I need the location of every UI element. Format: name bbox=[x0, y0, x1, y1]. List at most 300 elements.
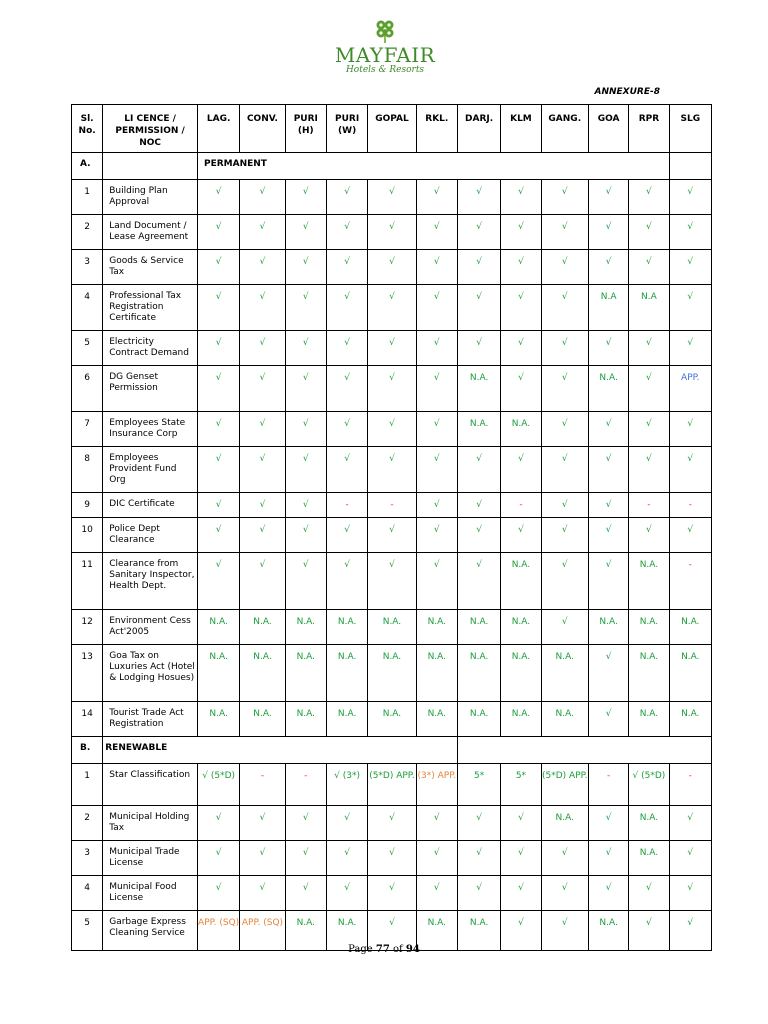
status-cell: √ bbox=[285, 553, 326, 610]
status-cell: √ bbox=[240, 331, 285, 366]
status-cell: √ bbox=[669, 518, 711, 553]
status-cell: √ bbox=[501, 841, 541, 876]
licence-table bbox=[71, 104, 712, 951]
status-cell: N.A. bbox=[368, 610, 416, 645]
status-cell: √ bbox=[629, 366, 669, 412]
status-cell: N.A. bbox=[326, 645, 367, 702]
status-cell: √ bbox=[457, 215, 500, 250]
status-cell: √ bbox=[669, 841, 711, 876]
status-cell: √ bbox=[368, 250, 416, 285]
status-cell: √ bbox=[588, 180, 628, 215]
col-header-conv: CONV. bbox=[240, 105, 285, 153]
status-cell: N.A. bbox=[368, 645, 416, 702]
row-number: 2 bbox=[72, 215, 103, 250]
status-cell: √ (3*) bbox=[326, 764, 367, 806]
status-cell: √ bbox=[416, 331, 457, 366]
row-number: 14 bbox=[72, 702, 103, 737]
licence-name: DIC Certificate bbox=[103, 493, 198, 518]
status-cell: APP. bbox=[669, 366, 711, 412]
status-cell: N.A. bbox=[416, 911, 457, 951]
table-row bbox=[72, 215, 712, 250]
status-cell: √ bbox=[285, 806, 326, 841]
status-cell: √ bbox=[416, 215, 457, 250]
status-cell: √ (5*D) bbox=[197, 764, 239, 806]
section-code: A. bbox=[72, 153, 103, 180]
licence-name: Goa Tax on Luxuries Act (Hotel & Lodging Hosues) bbox=[103, 645, 198, 702]
status-cell: √ bbox=[669, 180, 711, 215]
status-cell: √ bbox=[416, 285, 457, 331]
status-cell: √ bbox=[368, 331, 416, 366]
licence-name: Goods & Service Tax bbox=[103, 250, 198, 285]
status-cell: N.A. bbox=[285, 911, 326, 951]
table-row bbox=[72, 806, 712, 841]
status-cell: N.A. bbox=[457, 911, 500, 951]
table-row bbox=[72, 366, 712, 412]
status-cell: √ bbox=[416, 447, 457, 493]
status-cell: √ bbox=[285, 285, 326, 331]
status-cell: √ bbox=[368, 553, 416, 610]
status-cell: √ bbox=[588, 518, 628, 553]
status-cell: N.A. bbox=[629, 553, 669, 610]
status-cell: √ bbox=[416, 806, 457, 841]
table-row bbox=[72, 412, 712, 447]
row-number: 6 bbox=[72, 366, 103, 412]
status-cell: √ bbox=[416, 518, 457, 553]
licence-name: DG Genset Permission bbox=[103, 366, 198, 412]
status-cell: √ bbox=[285, 366, 326, 412]
col-header-klm: KLM bbox=[501, 105, 541, 153]
status-cell: N.A. bbox=[629, 702, 669, 737]
status-cell: √ bbox=[285, 493, 326, 518]
status-cell: √ bbox=[326, 366, 367, 412]
status-cell: √ bbox=[416, 841, 457, 876]
status-cell: N.A. bbox=[197, 610, 239, 645]
status-cell: √ bbox=[629, 911, 669, 951]
status-cell: √ bbox=[285, 447, 326, 493]
status-cell: N.A. bbox=[669, 645, 711, 702]
status-cell: √ bbox=[457, 447, 500, 493]
section-end bbox=[669, 153, 711, 180]
status-cell: √ bbox=[197, 447, 239, 493]
footer-prefix: Page bbox=[348, 944, 376, 955]
status-cell: √ bbox=[326, 841, 367, 876]
status-cell: √ bbox=[541, 447, 588, 493]
licence-name: Clearance from Sanitary Inspector, Health Dept. bbox=[103, 553, 198, 610]
status-cell: √ bbox=[541, 412, 588, 447]
status-cell: N.A. bbox=[416, 645, 457, 702]
table-row bbox=[72, 180, 712, 215]
table-row bbox=[72, 764, 712, 806]
row-number: 1 bbox=[72, 764, 103, 806]
status-cell: √ bbox=[541, 331, 588, 366]
licence-name: Tourist Trade Act Registration bbox=[103, 702, 198, 737]
status-cell: √ bbox=[197, 366, 239, 412]
status-cell: √ bbox=[326, 447, 367, 493]
status-cell: √ bbox=[197, 493, 239, 518]
status-cell: √ bbox=[501, 331, 541, 366]
table-row bbox=[72, 645, 712, 702]
status-cell: - bbox=[669, 493, 711, 518]
status-cell: √ bbox=[285, 518, 326, 553]
status-cell: √ bbox=[588, 412, 628, 447]
status-cell: N.A. bbox=[457, 702, 500, 737]
status-cell: √ bbox=[416, 250, 457, 285]
status-cell: √ bbox=[541, 911, 588, 951]
row-number: 8 bbox=[72, 447, 103, 493]
status-cell: √ bbox=[457, 876, 500, 911]
status-cell: √ bbox=[588, 331, 628, 366]
status-cell: √ bbox=[457, 285, 500, 331]
status-cell: √ bbox=[368, 841, 416, 876]
status-cell: APP. (SQ) bbox=[197, 911, 239, 951]
status-cell: N.A. bbox=[457, 610, 500, 645]
mayfair-logo bbox=[330, 18, 440, 80]
status-cell: N.A. bbox=[541, 806, 588, 841]
status-cell: √ bbox=[197, 331, 239, 366]
row-number: 12 bbox=[72, 610, 103, 645]
status-cell: √ bbox=[457, 518, 500, 553]
licence-name: Employees State Insurance Corp bbox=[103, 412, 198, 447]
status-cell: N.A. bbox=[669, 610, 711, 645]
brand-name: MAYFAIR bbox=[334, 43, 436, 67]
status-cell: √ bbox=[285, 841, 326, 876]
status-cell: √ bbox=[669, 331, 711, 366]
status-cell: √ bbox=[416, 553, 457, 610]
section-title: RENEWABLE bbox=[103, 737, 458, 764]
table-row bbox=[72, 518, 712, 553]
status-cell: √ bbox=[285, 331, 326, 366]
status-cell: √ bbox=[501, 806, 541, 841]
row-number: 11 bbox=[72, 553, 103, 610]
status-cell: √ bbox=[240, 215, 285, 250]
status-cell: √ bbox=[416, 180, 457, 215]
status-cell: √ bbox=[197, 250, 239, 285]
status-cell: √ bbox=[501, 215, 541, 250]
status-cell: √ bbox=[629, 518, 669, 553]
row-number: 3 bbox=[72, 250, 103, 285]
status-cell: √ bbox=[669, 285, 711, 331]
status-cell: √ bbox=[457, 331, 500, 366]
status-cell: (5*D) APP. bbox=[541, 764, 588, 806]
header-row bbox=[72, 105, 712, 153]
table-row bbox=[72, 841, 712, 876]
status-cell: - bbox=[240, 764, 285, 806]
row-number: 3 bbox=[72, 841, 103, 876]
status-cell: √ bbox=[368, 412, 416, 447]
footer-total-pages: 94 bbox=[405, 944, 420, 955]
status-cell: √ bbox=[368, 180, 416, 215]
status-cell: √ bbox=[629, 447, 669, 493]
status-cell: √ bbox=[197, 553, 239, 610]
status-cell: N.A. bbox=[457, 412, 500, 447]
status-cell: √ (5*D) bbox=[629, 764, 669, 806]
licence-name: Electricity Contract Demand bbox=[103, 331, 198, 366]
status-cell: √ bbox=[457, 553, 500, 610]
status-cell: N.A. bbox=[197, 645, 239, 702]
licence-name: Municipal Food License bbox=[103, 876, 198, 911]
status-cell: √ bbox=[326, 331, 367, 366]
status-cell: N.A. bbox=[416, 610, 457, 645]
status-cell: √ bbox=[457, 180, 500, 215]
status-cell: √ bbox=[240, 366, 285, 412]
status-cell: N.A. bbox=[588, 911, 628, 951]
status-cell: N.A. bbox=[326, 610, 367, 645]
status-cell: √ bbox=[326, 215, 367, 250]
status-cell: √ bbox=[541, 841, 588, 876]
status-cell: N.A. bbox=[240, 610, 285, 645]
col-header-goa: GOA bbox=[588, 105, 628, 153]
status-cell: √ bbox=[588, 876, 628, 911]
licence-name: Garbage Express Cleaning Service bbox=[103, 911, 198, 951]
status-cell: √ bbox=[368, 366, 416, 412]
status-cell: √ bbox=[501, 285, 541, 331]
col-header-rkl: RKL. bbox=[416, 105, 457, 153]
status-cell: √ bbox=[588, 841, 628, 876]
status-cell: √ bbox=[197, 518, 239, 553]
status-cell: √ bbox=[501, 518, 541, 553]
status-cell: √ bbox=[240, 553, 285, 610]
status-cell: √ bbox=[629, 215, 669, 250]
status-cell: √ bbox=[197, 806, 239, 841]
table-row bbox=[72, 876, 712, 911]
status-cell: √ bbox=[285, 876, 326, 911]
status-cell: √ bbox=[629, 876, 669, 911]
col-header-licence: LI CENCE / PERMISSION / NOC bbox=[103, 105, 198, 153]
row-number: 5 bbox=[72, 331, 103, 366]
status-cell: - bbox=[326, 493, 367, 518]
status-cell: √ bbox=[368, 876, 416, 911]
status-cell: √ bbox=[240, 518, 285, 553]
clover-icon bbox=[372, 18, 398, 44]
status-cell: - bbox=[629, 493, 669, 518]
status-cell: √ bbox=[240, 493, 285, 518]
footer-page-number: 77 bbox=[375, 944, 390, 955]
status-cell: √ bbox=[197, 841, 239, 876]
status-cell: √ bbox=[588, 553, 628, 610]
status-cell: N.A. bbox=[541, 645, 588, 702]
status-cell: N.A. bbox=[588, 366, 628, 412]
status-cell: √ bbox=[368, 285, 416, 331]
row-number: 5 bbox=[72, 911, 103, 951]
status-cell: √ bbox=[501, 366, 541, 412]
status-cell: - bbox=[501, 493, 541, 518]
licence-name: Police Dept Clearance bbox=[103, 518, 198, 553]
status-cell: N.A. bbox=[197, 702, 239, 737]
status-cell: √ bbox=[240, 447, 285, 493]
col-header-puri-h: PURI (H) bbox=[285, 105, 326, 153]
table-row bbox=[72, 553, 712, 610]
status-cell: √ bbox=[457, 806, 500, 841]
status-cell: √ bbox=[588, 250, 628, 285]
licence-name: Employees Provident Fund Org bbox=[103, 447, 198, 493]
status-cell: N.A. bbox=[285, 610, 326, 645]
status-cell: √ bbox=[501, 876, 541, 911]
status-cell: √ bbox=[368, 806, 416, 841]
status-cell: √ bbox=[326, 553, 367, 610]
status-cell: √ bbox=[541, 215, 588, 250]
col-header-gopal: GOPAL bbox=[368, 105, 416, 153]
status-cell: √ bbox=[501, 180, 541, 215]
status-cell: √ bbox=[368, 447, 416, 493]
status-cell: √ bbox=[588, 215, 628, 250]
licence-name: Municipal Holding Tax bbox=[103, 806, 198, 841]
status-cell: √ bbox=[541, 493, 588, 518]
status-cell: √ bbox=[588, 493, 628, 518]
status-cell: √ bbox=[368, 518, 416, 553]
footer-of: of bbox=[389, 944, 406, 955]
section-spacer bbox=[103, 153, 198, 180]
status-cell: - bbox=[588, 764, 628, 806]
status-cell: N.A. bbox=[541, 702, 588, 737]
row-number: 13 bbox=[72, 645, 103, 702]
section-row-a bbox=[72, 153, 712, 180]
status-cell: N.A. bbox=[457, 366, 500, 412]
status-cell: N.A. bbox=[326, 702, 367, 737]
status-cell: √ bbox=[368, 215, 416, 250]
status-cell: N.A. bbox=[669, 702, 711, 737]
status-cell: √ bbox=[629, 250, 669, 285]
licence-name: Building Plan Approval bbox=[103, 180, 198, 215]
table-row bbox=[72, 610, 712, 645]
row-number: 7 bbox=[72, 412, 103, 447]
annexure-label: ANNEXURE-8 bbox=[594, 87, 660, 97]
status-cell: N.A. bbox=[501, 702, 541, 737]
status-cell: √ bbox=[669, 911, 711, 951]
status-cell: √ bbox=[285, 250, 326, 285]
status-cell: √ bbox=[197, 285, 239, 331]
status-cell: 5* bbox=[457, 764, 500, 806]
row-number: 4 bbox=[72, 285, 103, 331]
status-cell: √ bbox=[240, 285, 285, 331]
status-cell: √ bbox=[457, 841, 500, 876]
status-cell: N.A bbox=[629, 285, 669, 331]
row-number: 2 bbox=[72, 806, 103, 841]
status-cell: √ bbox=[669, 806, 711, 841]
col-header-puri-w: PURI (W) bbox=[326, 105, 367, 153]
status-cell: (5*D) APP. bbox=[368, 764, 416, 806]
table-row bbox=[72, 285, 712, 331]
status-cell: √ bbox=[416, 493, 457, 518]
table-row bbox=[72, 447, 712, 493]
licence-name: Environment Cess Act'2005 bbox=[103, 610, 198, 645]
status-cell: √ bbox=[669, 215, 711, 250]
status-cell: N.A. bbox=[501, 610, 541, 645]
licence-name: Star Classification bbox=[103, 764, 198, 806]
status-cell: N.A. bbox=[629, 841, 669, 876]
status-cell: √ bbox=[501, 250, 541, 285]
status-cell: √ bbox=[285, 180, 326, 215]
status-cell: (3*) APP. bbox=[416, 764, 457, 806]
section-row-b bbox=[72, 737, 712, 764]
status-cell: √ bbox=[240, 180, 285, 215]
status-cell: √ bbox=[541, 366, 588, 412]
page-footer bbox=[0, 944, 768, 955]
status-cell: √ bbox=[629, 331, 669, 366]
status-cell: √ bbox=[588, 806, 628, 841]
status-cell: N.A. bbox=[240, 702, 285, 737]
row-number: 10 bbox=[72, 518, 103, 553]
status-cell: √ bbox=[326, 285, 367, 331]
status-cell: √ bbox=[326, 412, 367, 447]
status-cell: √ bbox=[669, 876, 711, 911]
status-cell: N.A. bbox=[629, 806, 669, 841]
status-cell: √ bbox=[240, 250, 285, 285]
status-cell: N.A. bbox=[285, 702, 326, 737]
status-cell: √ bbox=[240, 806, 285, 841]
status-cell: - bbox=[285, 764, 326, 806]
col-header-rpr: RPR bbox=[629, 105, 669, 153]
status-cell: √ bbox=[501, 447, 541, 493]
table-row bbox=[72, 250, 712, 285]
status-cell: √ bbox=[541, 250, 588, 285]
status-cell: √ bbox=[457, 493, 500, 518]
status-cell: √ bbox=[588, 702, 628, 737]
status-cell: N.A bbox=[588, 285, 628, 331]
status-cell: √ bbox=[541, 876, 588, 911]
status-cell: √ bbox=[240, 876, 285, 911]
status-cell: √ bbox=[326, 806, 367, 841]
status-cell: N.A. bbox=[240, 645, 285, 702]
status-cell: √ bbox=[326, 250, 367, 285]
status-cell: N.A. bbox=[501, 553, 541, 610]
status-cell: - bbox=[368, 493, 416, 518]
status-cell: N.A. bbox=[326, 911, 367, 951]
status-cell: √ bbox=[368, 911, 416, 951]
col-header-slg: SLG bbox=[669, 105, 711, 153]
brand-tagline: Hotels & Resorts bbox=[345, 65, 425, 75]
row-number: 9 bbox=[72, 493, 103, 518]
status-cell: √ bbox=[541, 180, 588, 215]
status-cell: √ bbox=[501, 911, 541, 951]
section-title: PERMANENT bbox=[197, 153, 669, 180]
status-cell: N.A. bbox=[629, 610, 669, 645]
status-cell: √ bbox=[197, 876, 239, 911]
section-code: B. bbox=[72, 737, 103, 764]
status-cell: √ bbox=[197, 412, 239, 447]
status-cell: √ bbox=[240, 841, 285, 876]
status-cell: N.A. bbox=[629, 645, 669, 702]
status-cell: √ bbox=[416, 412, 457, 447]
status-cell: √ bbox=[285, 412, 326, 447]
status-cell: √ bbox=[197, 215, 239, 250]
status-cell: √ bbox=[541, 518, 588, 553]
status-cell: √ bbox=[541, 285, 588, 331]
status-cell: APP. (SQ) bbox=[240, 911, 285, 951]
col-header-lag: LAG. bbox=[197, 105, 239, 153]
table-row bbox=[72, 493, 712, 518]
status-cell: √ bbox=[326, 518, 367, 553]
table-row bbox=[72, 331, 712, 366]
status-cell: √ bbox=[588, 645, 628, 702]
status-cell: N.A. bbox=[285, 645, 326, 702]
status-cell: √ bbox=[541, 553, 588, 610]
status-cell: N.A. bbox=[416, 702, 457, 737]
status-cell: - bbox=[669, 764, 711, 806]
status-cell: N.A. bbox=[457, 645, 500, 702]
status-cell: √ bbox=[669, 447, 711, 493]
status-cell: √ bbox=[416, 366, 457, 412]
status-cell: √ bbox=[629, 180, 669, 215]
status-cell: N.A. bbox=[588, 610, 628, 645]
licence-name: Land Document / Lease Agreement bbox=[103, 215, 198, 250]
row-number: 4 bbox=[72, 876, 103, 911]
status-cell: √ bbox=[669, 412, 711, 447]
status-cell: √ bbox=[669, 250, 711, 285]
status-cell: N.A. bbox=[501, 412, 541, 447]
status-cell: N.A. bbox=[368, 702, 416, 737]
status-cell: √ bbox=[326, 180, 367, 215]
status-cell: 5* bbox=[501, 764, 541, 806]
